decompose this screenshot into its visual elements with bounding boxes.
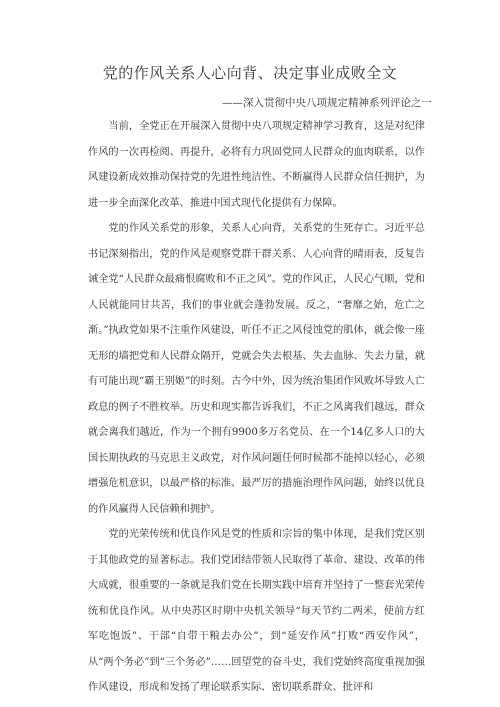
document-subtitle: ——深入贯彻中央八项规定精神系列评论之一 (222, 97, 432, 109)
paragraph: 党的光荣传统和优良作风是党的性质和宗旨的集中体现，是我们党区别于其他政党的显著标志。我们党团结带领人民取得了革命、建设、改革的伟大成就，很重要的一条就是我们党在长期实践中培育并坚持了一整套光荣传统和优良作风。从中央苏区时期中央机关领导“每天节约二两米，使前方红军吃饱饭”、干部“自带干粮去办公”，到“延安作风”打败“西安作风”，从“两个务必”到“三个务必”……回望党的奋斗史，我们党始终高度重视加强作风建设，形成和发扬了理论联系实际、密切联系群众、批评和 (88, 529, 425, 693)
document-body (88, 114, 425, 701)
paragraph: 当前，全党正在开展深入贯彻中央八项规定精神学习教育，这是对纪律作风的一次再检阅、再提升，必将有力巩固党同人民群众的血肉联系，以作风建设新成效推动保持党的先进性纯洁性、不断赢得人民群众信任拥护，为进一步全面深化改革、推进中国式现代化提供有力保障。 (88, 121, 425, 209)
paragraph: 党的作风关系党的形象，关系人心向背，关系党的生死存亡。习近平总书记深刻指出，党的作风是观察党群干群关系、人心向背的晴雨表，反复告诫全党“人民群众最痛恨腐败和不正之风”。党的作风正，人民心气顺，党和人民就能同甘共苦，我们的事业就会蓬勃发展。反之，“奢靡之始，危亡之渐。”执政党如果不注重作风建设，听任不正之风侵蚀党的肌体，就会像一座无形的墙把党和人民群众隔开，党就会失去根基、失去血脉、失去力量，就有可能出现“霸王别姬”的时刻。古今中外，因为统治集团作风败坏导致人亡政息的例子不胜枚举。历史和现实都告诉我们，不正之风离我们越远，群众就会离我们越近，作为一个拥有9900多万名党员、在一个14亿多人口的大国长期执政的马克思主义政党，对作风问题任何时候都不能掉以轻心，必须增强危机意识，以最严格的标准、最严厉的措施治理作风问题，始终以优良的作风赢得人民信赖和拥护。 (88, 223, 425, 515)
document-title: 党的作风关系人心向背、决定事业成败全文 (102, 64, 398, 82)
